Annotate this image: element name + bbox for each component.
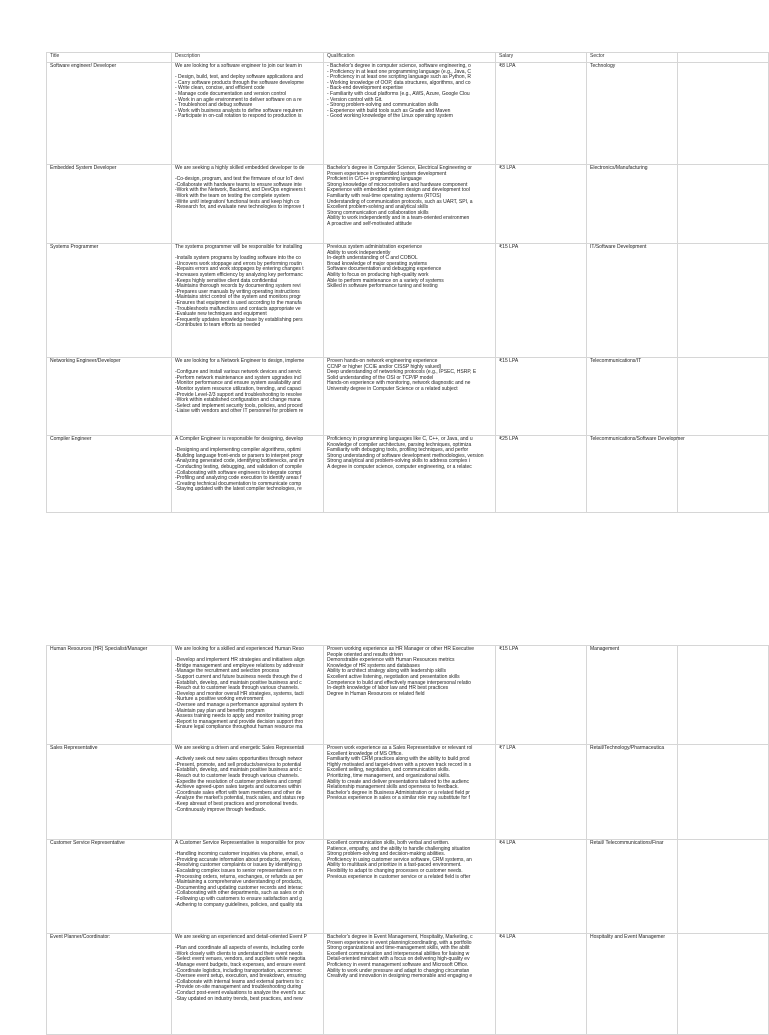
cell-line: -Configure and install various network devices and servic <box>175 369 302 376</box>
cell-qualification[interactable] <box>324 358 496 436</box>
cell-line: -Monitor system resource utilization, trending, and capaci <box>175 385 302 392</box>
cell-line: -Establish, develop, and maintain positive business and c <box>175 679 302 686</box>
cell-line: -Continuously improve through feedback. <box>175 806 267 813</box>
cell-line: -Work with the team on testing the complete system <box>175 192 290 199</box>
header-cell-qualification[interactable]: Qualification <box>324 53 496 63</box>
cell-line: Previous experience in sales or a similar role may substitute for f <box>327 795 470 802</box>
cell-line: -Ensures that equipment is used according to the manufa <box>175 299 302 306</box>
cell-line: Relationship management skills and openness to feedback. <box>327 784 459 791</box>
cell-description[interactable] <box>172 165 324 244</box>
cell-line: - Write clean, concise, and efficient code <box>175 85 265 92</box>
cell-line: -Oversee and manage a performance appraisal system th <box>175 701 303 708</box>
cell-salary[interactable] <box>496 244 587 358</box>
cell-line: -Liaise with vendors and other IT personnel for problem re <box>175 408 304 415</box>
cell-line: -Keep abreast of best practices and promotional trends. <box>175 800 299 807</box>
cell-line: -Frequently updates knowledge base by establishing pers <box>175 316 303 323</box>
cell-line: - Proficiency in at least one scripting language such as Python, R <box>327 74 471 81</box>
cell-qualification[interactable] <box>324 165 496 244</box>
cell-line: - Experience with build tools such as Gradle and Maven <box>327 107 451 114</box>
cell-line: Strong problem-solving and decision-making abilities. <box>327 851 446 858</box>
cell-line: -Providing accurate information about products, services, <box>175 856 302 863</box>
cell-line: -Perform network maintenance and system upgrades incl <box>175 374 302 381</box>
cell-line: We are looking for a skilled and experienced Human Reso <box>175 646 304 652</box>
cell-line: Software engineer/ Developer <box>50 63 117 69</box>
cell-line: Strong understanding of software development methodologies, version <box>327 452 484 459</box>
cell-sector[interactable] <box>587 745 678 840</box>
cell-line: -Nurture a positive working environment <box>175 696 264 703</box>
cell-title[interactable] <box>47 165 172 244</box>
cell-line: Strong organizational and time-management skills, with the abilit <box>327 945 470 952</box>
cell-title[interactable] <box>47 358 172 436</box>
cell-line: Proficiency in using customer service software, CRM systems, an <box>327 856 472 863</box>
cell-line: -Documenting and updating customer records and interac <box>175 884 303 891</box>
cell-line: -Work with the Network, Backend, and DevOps engineers t <box>175 187 306 194</box>
cell-line: Ability to work under pressure and adapt to changing circumstan <box>327 967 470 974</box>
cell-line: Proven work experience as a Sales Representative or relevant rol <box>327 745 473 751</box>
cell-line: -Keeps highly sensitive client data confidential <box>175 277 278 284</box>
cell-line: ₹4 LPA <box>499 840 516 846</box>
cell-line: -Creating technical documentation to communicate comp <box>175 480 302 487</box>
cell-line: - Design, build, test, and deploy software applications and <box>175 74 303 81</box>
cell-title[interactable] <box>47 934 172 1035</box>
cell-line: Ability to focus on producing high-quality work <box>327 271 429 278</box>
cell-salary[interactable] <box>496 840 587 934</box>
cell-line: - Carry software products through the software developme <box>175 79 304 86</box>
cell-sector[interactable] <box>587 358 678 436</box>
cell-line: Strong analytical and problem-solving skills to address complex i <box>327 458 470 465</box>
cell-line: Understanding of communication protocols, such as UART, SPI, a <box>327 198 473 205</box>
cell-line: Event Planner/Coordinator: <box>50 934 111 940</box>
empty-cell[interactable] <box>678 646 769 745</box>
cell-line: Ability to work independently and in a team-oriented environmen <box>327 215 470 222</box>
cell-description[interactable] <box>172 358 324 436</box>
cell-line: -Coordinate sales effort with team members and other de <box>175 789 302 796</box>
cell-line: Patience, empathy, and the ability to handle challenging situation <box>327 845 471 852</box>
cell-line: - Version control with Git. <box>327 96 383 103</box>
cell-line: The systems programmer will be responsible for installing <box>175 244 303 250</box>
cell-line: Detail-oriented mindset with a focus on delivering high-quality ev <box>327 956 470 963</box>
cell-title[interactable] <box>47 63 172 165</box>
cell-salary[interactable] <box>496 165 587 244</box>
cell-line: A Customer Service Representative is responsible for prov <box>175 840 305 846</box>
cell-line: Embedded System Developer <box>50 165 117 171</box>
cell-line: Bachelor's degree in Computer Science, Electrical Engineering or <box>327 165 472 171</box>
cell-line: Familiarity with real-time operating systems (RTOS) <box>327 192 442 199</box>
cell-line: -Processing orders, returns, exchanges, or refunds as per <box>175 873 303 880</box>
jobs-table-2 <box>46 645 769 1035</box>
cell-line: Electronics/Manufacturing <box>590 165 648 171</box>
cell-line: We are seeking a driven and energetic Sales Representati <box>175 745 305 751</box>
cell-line: A degree in computer science, computer engineering, or a relatec <box>327 463 472 470</box>
cell-line: Proven working experience as HR Manager or other HR Executive <box>327 646 475 652</box>
cell-line: Technology <box>590 63 616 69</box>
cell-line: -Resolving customer complaints or issues by identifying p <box>175 862 302 869</box>
cell-line: -Ensure legal compliance throughout human resource ma <box>175 724 303 731</box>
cell-line: -Profiling and analyzing code execution to identify areas f <box>175 475 302 482</box>
cell-description[interactable] <box>172 63 324 165</box>
cell-salary[interactable] <box>496 436 587 513</box>
cell-line: -Evaluate new techniques and equipment <box>175 311 267 318</box>
cell-line: -Staying updated with the latest compiler technologies, re <box>175 486 302 493</box>
cell-line: - Strong problem-solving and communication skills <box>327 102 439 109</box>
cell-description[interactable] <box>172 436 324 513</box>
cell-title[interactable] <box>47 646 172 745</box>
cell-sector[interactable] <box>587 63 678 165</box>
cell-line: -Manage the recruitment and selection process <box>175 668 280 675</box>
cell-line: Proficiency in event management software and Microsoft Office. <box>327 961 469 968</box>
cell-line: -Coordinate logistics, including transportation, accommoc <box>175 967 302 974</box>
cell-qualification[interactable] <box>324 244 496 358</box>
table-row <box>47 358 769 436</box>
cell-line: Retail/Technology/Pharmaceutica <box>590 745 665 751</box>
cell-line: -Work within established configuration and change mana <box>175 397 301 404</box>
cell-line: ₹25 LPA <box>499 436 519 442</box>
cell-line: People oriented and results driven <box>327 651 403 658</box>
cell-line: In-depth understanding of C and COBOL <box>327 255 418 262</box>
empty-cell[interactable] <box>678 840 769 934</box>
cell-line: -Analyzing generated code, identifying bottlenecks, and im <box>175 458 305 465</box>
cell-line: Knowledge of compiler architecture, parsing techniques, optimiza <box>327 441 472 448</box>
cell-description[interactable] <box>172 745 324 840</box>
cell-line: Experience with embedded system design and development tool <box>327 187 470 194</box>
cell-sector[interactable] <box>587 244 678 358</box>
cell-line: ₹15 LPA <box>499 358 519 364</box>
cell-line: Hospitality and Event Managemer <box>590 934 666 940</box>
cell-line: -Conducting testing, debugging, and validation of compile <box>175 463 303 470</box>
cell-line: ₹15 LPA <box>499 646 519 652</box>
cell-sector[interactable] <box>587 840 678 934</box>
spreadsheet-page-1 <box>46 52 768 513</box>
cell-line: Networking Engineer/Developer <box>50 358 121 364</box>
cell-sector[interactable] <box>587 646 678 745</box>
cell-line: - Troubleshoot and debug software <box>175 102 253 109</box>
empty-cell[interactable] <box>678 165 769 244</box>
cell-line: Human Resources (HR) Specialist/Manager <box>50 646 148 652</box>
cell-sector[interactable] <box>587 165 678 244</box>
cell-line: CCNP or higher (CCIE and/or CISSP highly valued) <box>327 363 442 370</box>
cell-sector[interactable] <box>587 436 685 513</box>
cell-line: -Collaborating with other departments, such as sales or sh <box>175 890 304 897</box>
cell-line: Able to perform maintenance on a variety of systems <box>327 277 444 284</box>
table-row <box>47 63 769 165</box>
cell-line: Degree in Human Resources or related field <box>327 690 425 697</box>
cell-description[interactable] <box>172 244 324 358</box>
cell-line: -Research for, and evaluate new technologies to improve t <box>175 204 304 211</box>
cell-line: -Provide Level-2/3 support and troubleshooting to resolve <box>175 391 303 398</box>
cell-line: - Manage code documentation and version control <box>175 90 287 97</box>
empty-cell[interactable] <box>678 358 769 436</box>
cell-line: Systems Programmer <box>50 244 99 250</box>
spreadsheet-page-2 <box>46 645 768 1035</box>
cell-salary[interactable] <box>496 358 587 436</box>
cell-line: ₹3 LPA <box>499 165 516 171</box>
cell-line: - Working knowledge of OOP, data structures, algorithms, and co <box>327 79 471 86</box>
empty-cell[interactable] <box>678 745 769 840</box>
cell-line: Sales Representative <box>50 745 98 751</box>
cell-line: - Proficiency in at least one programming language (e.g., Java, C <box>327 68 471 75</box>
cell-line: -Handling incoming customer inquiries via phone, email, o <box>175 851 304 858</box>
cell-line: -Following up with customers to ensure satisfaction and g <box>175 895 303 902</box>
cell-line: -Collaborate with internal teams and external partners to c <box>175 978 304 985</box>
cell-line: -Conduct post-event evaluations to analyze the event's suc <box>175 989 306 996</box>
cell-line: -Monitor performance and ensure system availability and <box>175 380 301 387</box>
cell-line: - Bachelor's degree in computer science, software engineering, o <box>327 63 471 69</box>
cell-line: -Oversee event setup, execution, and breakdown, ensuring <box>175 973 306 980</box>
table-row <box>47 165 769 244</box>
cell-line: -Stay updated on industry trends, best practices, and new <box>175 995 303 1002</box>
cell-line: -Actively seek out new sales opportunities through networ <box>175 756 303 763</box>
cell-line: Strong knowledge of microcontrollers and hardware component <box>327 181 468 188</box>
cell-line: Strong communication and collaboration skills <box>327 209 429 216</box>
cell-line: -Adhering to company guidelines, policies, and quality sta <box>175 901 303 908</box>
cell-line: Proven hands-on network engineering experience <box>327 358 438 364</box>
cell-description[interactable] <box>172 934 324 1035</box>
cell-title[interactable] <box>47 840 172 934</box>
cell-title[interactable] <box>47 436 172 513</box>
cell-line: -Achieve agreed-upon sales targets and outcomes within <box>175 784 301 791</box>
cell-line: - Participate in on-call rotation to respond to production is <box>175 113 302 120</box>
cell-line: Software documentation and debugging experience <box>327 266 442 273</box>
cell-line: Previous experience in customer service or a related field is ofter <box>327 873 471 880</box>
cell-line: -Select and implement security tools, policies, and proced <box>175 402 303 409</box>
cell-line: We are looking for a software engineer to join our team in <box>175 63 302 69</box>
cell-line: -Assess training needs to apply and monitor training progr <box>175 713 304 720</box>
cell-line: Broad knowledge of major operating systems <box>327 260 428 267</box>
table-row <box>47 646 769 745</box>
table-row <box>47 436 769 513</box>
empty-cell[interactable] <box>678 63 769 165</box>
cell-line: -Plan and coordinate all aspects of events, including confe <box>175 945 304 952</box>
cell-line: -Develop and monitor overall HR strategies, systems, tacti <box>175 690 304 697</box>
cell-description[interactable] <box>172 646 324 745</box>
cell-line: -Maintaining a comprehensive understanding of products, <box>175 879 303 886</box>
cell-line: -Establish, develop, and maintain positive business and c <box>175 767 302 774</box>
cell-line: -Building language front-ends or parsers to interpret progr <box>175 452 303 459</box>
empty-cell[interactable] <box>678 244 769 358</box>
cell-line: Proficient in C/C++ programming language <box>327 176 422 183</box>
cell-line: Solid understanding of the OSI or TCP/IP model <box>327 374 434 381</box>
cell-line: -Select event venues, vendors, and suppliers while negotia <box>175 956 306 963</box>
cell-line: Proficiency in programming languages like C, C++, or Java, and u <box>327 436 473 442</box>
cell-line: -Bridge management and employee relations by addressir <box>175 662 304 669</box>
cell-line: Flexibility to adapt to changing processes or customer needs. <box>327 867 463 874</box>
cell-salary[interactable] <box>496 63 587 165</box>
cell-line: -Reach out to customer leads through various channels. <box>175 772 299 779</box>
cell-line: -Collaborate with hardware teams to ensure software inte <box>175 181 302 188</box>
cell-line: Bachelor's degree in Business Administration or a related field pr <box>327 789 470 796</box>
cell-line: -Maintains strict control of the system and monitors progr <box>175 294 301 301</box>
header-cell-title[interactable]: Title <box>47 53 172 63</box>
cell-line: -Installs system programs by loading software into the co <box>175 255 301 262</box>
cell-line: -Provide on-site management and troubleshooting during <box>175 984 302 991</box>
cell-qualification[interactable] <box>324 745 496 840</box>
cell-line: Telecommunications/IT <box>590 358 642 364</box>
cell-line: -Collaborating with software engineers to integrate compi <box>175 469 302 476</box>
cell-line: Ability to architect strategy along with leadership skills <box>327 668 446 675</box>
cell-line: Prioritizing, time management, and organizational skills. <box>327 772 451 779</box>
cell-line: - Back-end development expertise <box>327 85 403 92</box>
cell-line: Deep understanding of networking protocols (e.g., IPSEC, HSRP, E <box>327 369 477 376</box>
cell-line: Excellent active listening, negotiation and presentation skills <box>327 673 460 680</box>
header-cell-description[interactable]: Description <box>172 53 324 63</box>
cell-qualification[interactable] <box>324 436 496 513</box>
cell-line: -Uncovers work stoppage and errors by performing routin <box>175 260 302 267</box>
cell-line: -Prepares user manuals by writing operating instructions <box>175 288 300 295</box>
header-row <box>47 53 769 63</box>
cell-line: We are seeking an experienced and detail-oriented Event P <box>175 934 307 940</box>
cell-line: Management <box>590 646 620 652</box>
cell-line: Competence to build and effectively manage interpersonal relatio <box>327 679 471 686</box>
cell-line: Previous system administration experience <box>327 244 423 250</box>
cell-line: Customer Service Representative <box>50 840 125 846</box>
cell-line: IT/Software Development <box>590 244 647 250</box>
cell-line: -Co-design, program, and test the firmware of our IoT devi <box>175 176 304 183</box>
cell-line: Highly motivated and target-driven with a proven track record in s <box>327 761 472 768</box>
cell-line: -Work closely with clients to understand their event needs <box>175 950 303 957</box>
cell-line: A Compiler Engineer is responsible for designing, develop <box>175 436 304 442</box>
cell-line: -Expedite the resolution of customer problems and compl <box>175 778 302 785</box>
cell-line: Compiler Engineer <box>50 436 92 442</box>
table-row <box>47 745 769 840</box>
cell-salary[interactable] <box>496 745 587 840</box>
cell-line: Familiarity with debugging tools, profiling techniques, and perfor <box>327 447 469 454</box>
cell-line: Ability to work independently <box>327 249 391 256</box>
cell-line: -Maintains thorough records by documenting system revi <box>175 283 301 290</box>
cell-line: Ability to create and deliver presentations tailored to the audienc <box>327 778 470 785</box>
cell-qualification[interactable] <box>324 63 496 165</box>
cell-line: -Analyze the market's potential, track sales, and status rep <box>175 795 305 802</box>
cell-line: -Present, promote, and sell products/services to potential <box>175 761 302 768</box>
cell-line: Telecommunications/Software Developmer <box>590 436 685 442</box>
cell-line: Bachelor's degree in Event Management, Hospitality, Marketing, c <box>327 934 473 940</box>
cell-title[interactable] <box>47 745 172 840</box>
cell-line: Excellent selling, negotiation, and communication skills. <box>327 767 450 774</box>
table-row <box>47 244 769 358</box>
cell-line: We are looking for a Network Engineer to design, impleme <box>175 358 305 364</box>
cell-line: ₹15 LPA <box>499 244 519 250</box>
cell-title[interactable] <box>47 244 172 358</box>
cell-line: -Write unit/ integration/ functional tests and keep high co <box>175 198 300 205</box>
cell-line: Excellent communication and interpersonal abilities for liaising w <box>327 950 470 957</box>
cell-line: Creativity and innovation in designing memorable and engaging e <box>327 973 473 980</box>
empty-cell[interactable] <box>678 436 769 513</box>
cell-salary[interactable] <box>496 934 587 1035</box>
cell-qualification[interactable] <box>324 646 496 745</box>
cell-line: Retail/ Telecommunications/Finar <box>590 840 664 846</box>
cell-line: -Reach out to customer leads through various channels. <box>175 685 299 692</box>
cell-line: -Repairs errors and work stoppages by entering changes t <box>175 266 304 273</box>
cell-line: -Support current and future business needs through the d <box>175 673 303 680</box>
cell-sector[interactable] <box>587 934 678 1035</box>
cell-line: - Work with business analysts to define software requirem <box>175 107 303 114</box>
cell-line: Excellent communication skills, both verbal and written. <box>327 840 450 846</box>
cell-line: ₹7 LPA <box>499 745 516 751</box>
header-cell-salary[interactable]: Salary <box>496 53 587 63</box>
jobs-table-1 <box>46 52 769 513</box>
cell-qualification[interactable] <box>324 840 496 934</box>
cell-line: Excellent knowledge of MS Office. <box>327 750 403 757</box>
cell-description[interactable] <box>172 840 324 934</box>
cell-line: Proven experience in embedded system development <box>327 170 447 177</box>
cell-line: Knowledge of HR systems and databases <box>327 662 420 669</box>
cell-line: We are seeking a highly skilled embedded developer to de <box>175 165 305 171</box>
cell-salary[interactable] <box>496 646 587 745</box>
table-row <box>47 934 769 1035</box>
header-cell-sector[interactable]: Sector <box>587 53 678 63</box>
cell-line: - Familiarity with cloud platforms (e.g., AWS, Azure, Google Clou <box>327 90 470 97</box>
cell-line: -Designing and implementing compiler algorithms, optimi <box>175 447 301 454</box>
cell-line: Excellent problem-solving and analytical skills <box>327 204 429 211</box>
cell-line: Skilled in software performance tuning and testing <box>327 283 438 290</box>
cell-line: Demonstrable experience with Human Resources metrics <box>327 657 455 664</box>
cell-line: -Escalating complex issues to senior representatives or m <box>175 867 303 874</box>
cell-line: Hands-on experience with monitoring, network diagnostic and ne <box>327 380 471 387</box>
cell-line: A proactive and self-motivated attitude <box>327 220 412 227</box>
cell-line: Proven experience in event planning/coordinating, with a portfolio <box>327 939 472 946</box>
cell-line: ₹4 LPA <box>499 934 516 940</box>
cell-line: - Work in an agile environment to deliver software on a re <box>175 96 302 103</box>
cell-line: -Troubleshoots malfunctions and contacts appropriate ve <box>175 305 301 312</box>
cell-line: -Report to management and provide decision support thro <box>175 718 304 725</box>
cell-line: Familiarity with CRM practices along with the ability to build prod <box>327 756 470 763</box>
cell-line: University degree in Computer Science or a related subject <box>327 385 458 392</box>
cell-line: In-depth knowledge of labor law and HR best practices <box>327 685 449 692</box>
cell-qualification[interactable] <box>324 934 496 1035</box>
table-row <box>47 840 769 934</box>
cell-line: - Good working knowledge of the Linux operating system <box>327 113 453 120</box>
cell-line: -Manage event budgets, track expenses, and ensure event <box>175 961 306 968</box>
cell-line: ₹8 LPA <box>499 63 516 69</box>
cell-line: -Contributes to team efforts as needed <box>175 322 261 329</box>
empty-cell[interactable] <box>678 53 769 63</box>
empty-cell[interactable] <box>678 934 769 1035</box>
cell-line: -Develop and implement HR strategies and initiatives align <box>175 657 305 664</box>
cell-line: Ability to multitask and prioritize in a fast-paced environment. <box>327 862 462 869</box>
cell-line: -Maintain pay plan and benefits program <box>175 707 265 714</box>
cell-line: -Increases system efficiency by analyzing key performanc <box>175 271 303 278</box>
